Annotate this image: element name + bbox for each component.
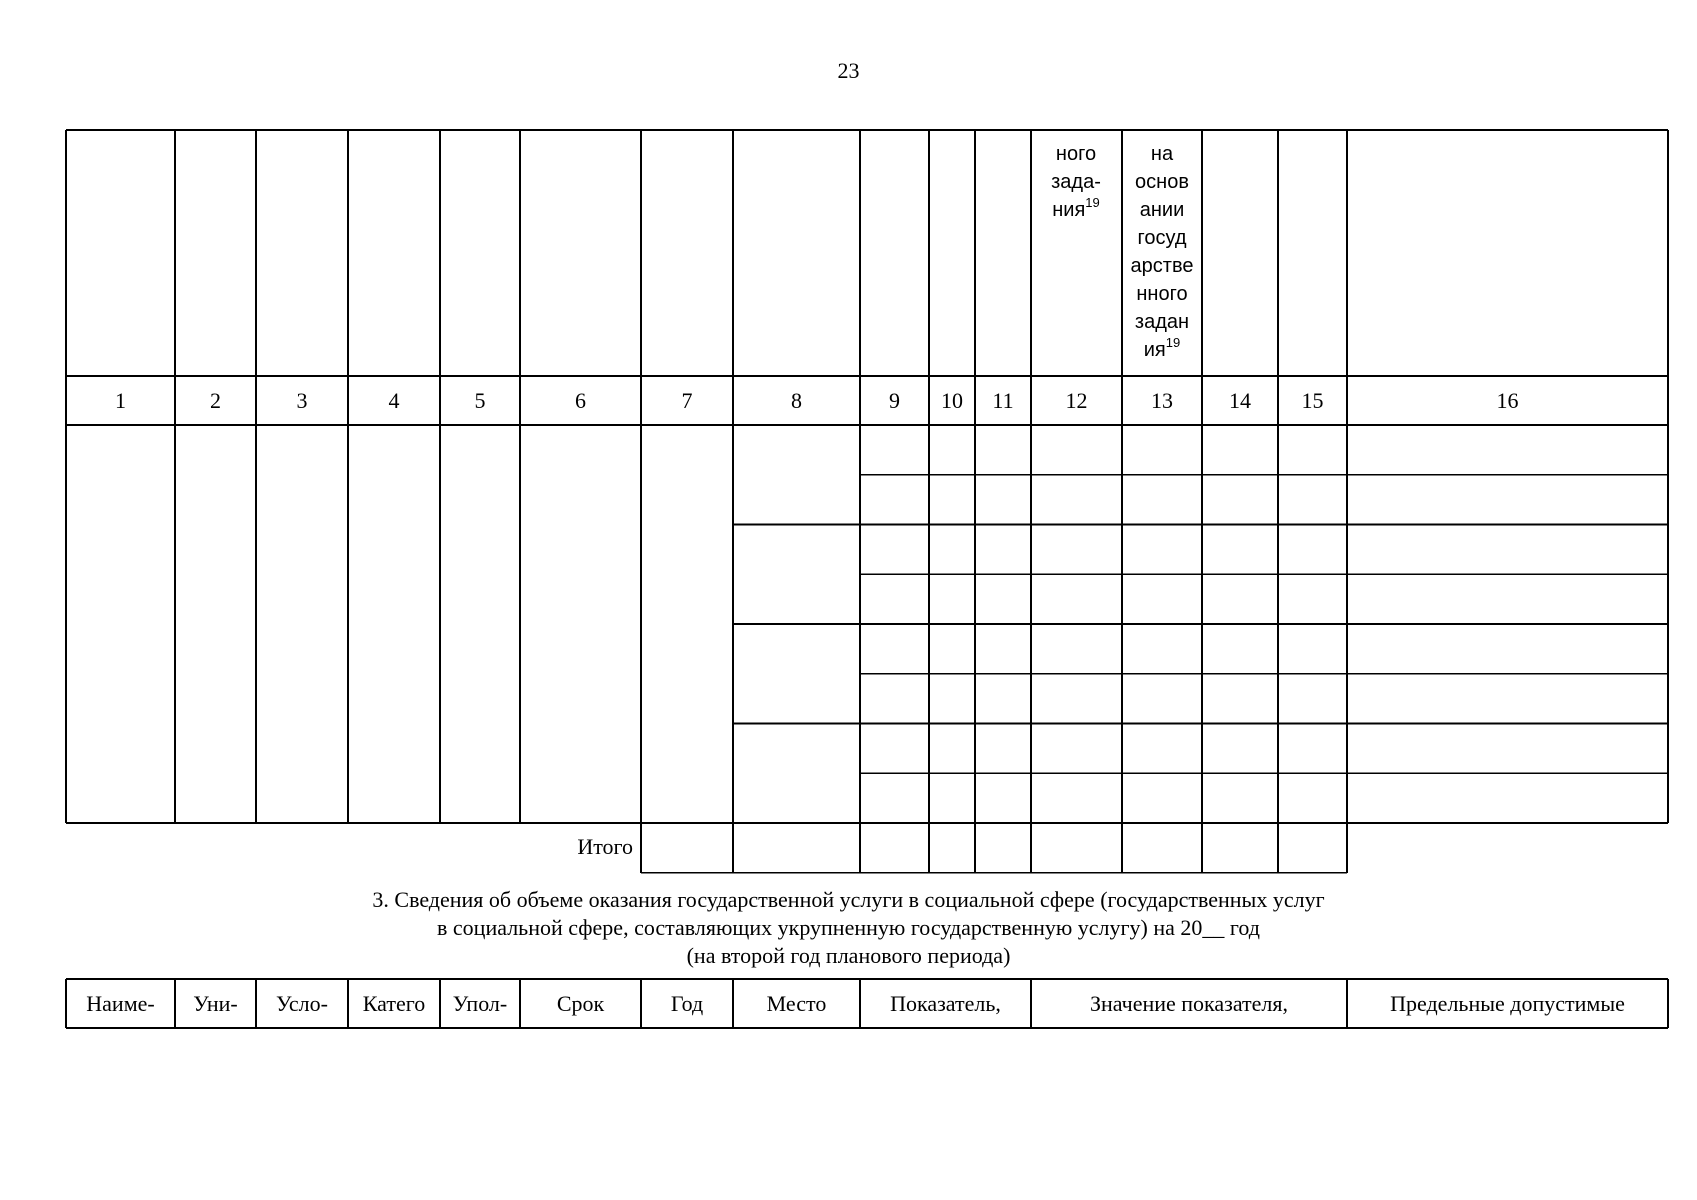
bottom-header-6: Срок	[556, 991, 605, 1016]
column-number-16: 16	[1496, 388, 1519, 413]
column-number-2: 2	[210, 388, 221, 413]
col13-line-8-text: ия	[1143, 339, 1166, 361]
total-label: Итого	[577, 834, 633, 859]
bottom-header-7: Год	[670, 991, 704, 1016]
col13-line-1: на	[1150, 143, 1174, 165]
col13-line-5: арстве	[1130, 255, 1194, 277]
col12-header-fragment	[1031, 140, 1121, 224]
column-number-6: 6	[575, 388, 586, 413]
col12-line-3-text: ния	[1052, 199, 1086, 221]
col13-line-6: нного	[1136, 283, 1188, 305]
column-number-4: 4	[388, 388, 400, 413]
col13-line-4: госуд	[1137, 227, 1187, 249]
column-number-1: 1	[115, 388, 126, 413]
col12-line-3	[1031, 196, 1121, 224]
bottom-header-8: Место	[766, 991, 827, 1016]
col13-header-fragment	[1122, 140, 1202, 364]
column-number-7: 7	[681, 388, 693, 413]
column-number-8: 8	[791, 388, 802, 413]
section-3-title-line-1: 3. Сведения об объеме оказания государственной услуги в социальной сфере (государственных услуг	[372, 887, 1325, 912]
col12-line-2: зада-	[1051, 171, 1101, 193]
column-number-13: 13	[1151, 388, 1173, 413]
section-3-title-line-3: (на второй год планового периода)	[686, 943, 1011, 968]
bottom-header-11: Предельные допустимые	[1390, 991, 1625, 1016]
col12-footnote: 19	[1085, 195, 1100, 210]
column-number-5: 5	[474, 388, 486, 413]
column-number-15: 15	[1301, 388, 1324, 413]
bottom-header-4: Катего	[362, 991, 426, 1016]
page-number: 23	[837, 58, 860, 83]
column-number-10: 10	[941, 388, 963, 413]
col12-line-1: ного	[1055, 143, 1097, 165]
bottom-header-10: Значение показателя,	[1089, 991, 1289, 1016]
column-number-11: 11	[992, 388, 1014, 413]
col13-line-7: задан	[1134, 311, 1190, 333]
column-number-12: 12	[1065, 388, 1088, 413]
col13-line-8	[1122, 336, 1202, 364]
column-number-9: 9	[889, 388, 900, 413]
col13-line-3: ании	[1139, 199, 1185, 221]
column-number-14: 14	[1229, 388, 1251, 413]
bottom-header-2: Уни-	[193, 991, 238, 1016]
col13-line-2: основ	[1135, 171, 1189, 193]
bottom-header-9: Показатель,	[890, 991, 1001, 1016]
bottom-header-1: Наиме-	[86, 991, 155, 1016]
column-number-3: 3	[296, 388, 308, 413]
bottom-header-5: Упол-	[452, 991, 508, 1016]
bottom-header-3: Усло-	[275, 991, 328, 1016]
section-3-title-line-2: в социальной сфере, составляющих укрупненную государственную услугу) на 20__ год	[437, 915, 1260, 940]
section-3-title	[0, 886, 1697, 970]
col13-footnote: 19	[1165, 335, 1181, 350]
